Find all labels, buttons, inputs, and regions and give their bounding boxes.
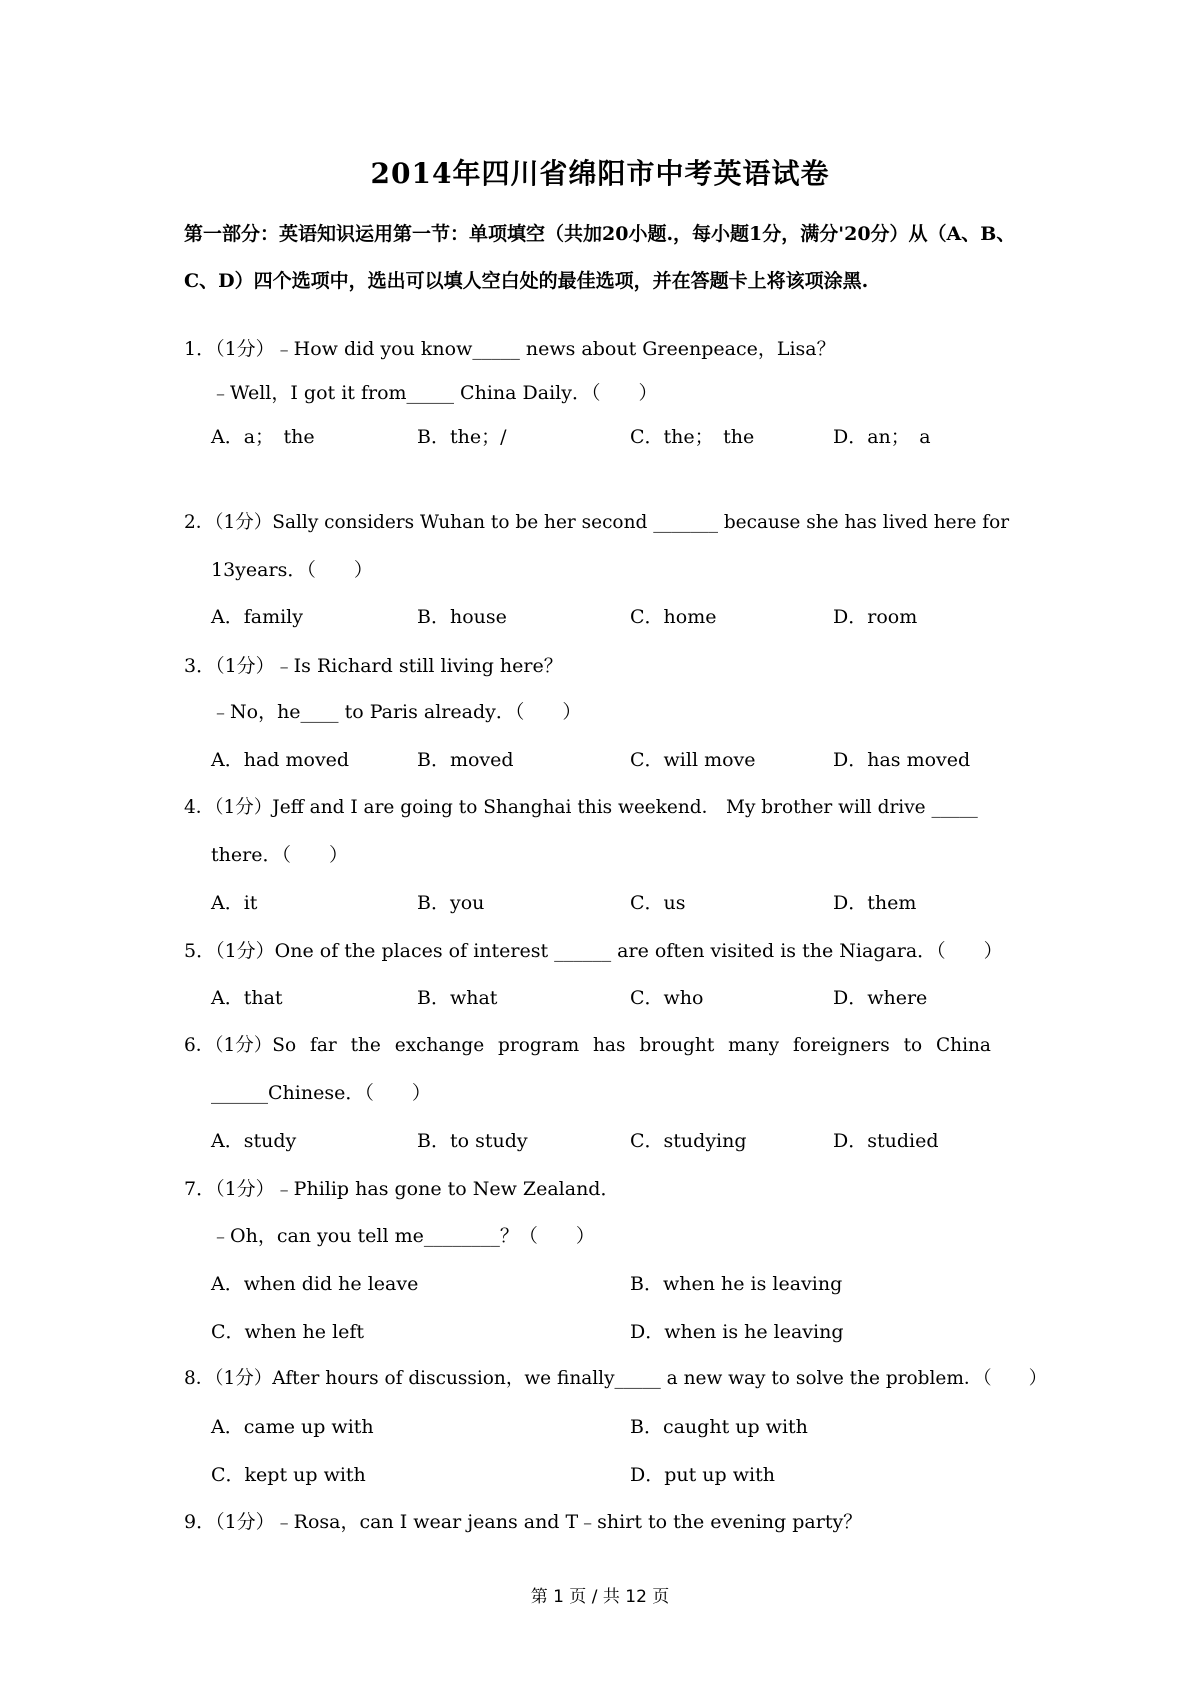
question-3-line-2: ﹣No，he____ to Paris already．（ ） — [211, 701, 582, 723]
page-footer: 第 1 页 / 共 12 页 — [530, 1587, 670, 1607]
question-4-option-b: B．you — [417, 892, 485, 914]
question-5-option-d: D．where — [833, 987, 928, 1009]
question-7-option-a: A．when did he leave — [211, 1273, 419, 1295]
question-6-option-b: B．to study — [417, 1130, 528, 1152]
question-8-option-a: A．came up with — [211, 1416, 374, 1438]
question-8-option-d: D．put up with — [630, 1464, 775, 1486]
question-1-line-1: 1．（1分）﹣How did you know_____ news about Greenpeace，Lisa？ — [184, 338, 836, 360]
question-1-option-b: B．the；/ — [417, 426, 507, 448]
question-6-line-1: 6．（1分）So far the exchange program has brought many foreigners to China — [184, 1035, 991, 1056]
question-3-option-b: B．moved — [417, 749, 514, 771]
page-title: 2014年四川省绵阳市中考英语试卷 — [370, 157, 830, 190]
question-2-line-2: 13years．（ ） — [211, 559, 373, 581]
question-4-option-d: D．them — [833, 892, 917, 914]
question-4-option-c: C．us — [630, 892, 686, 914]
question-5-line-1: 5．（1分）One of the places of interest ______ are often visited is the Niagara．（ ） — [184, 940, 1003, 962]
question-3-line-1: 3．（1分）﹣Is Richard still living here？ — [184, 655, 563, 677]
question-2-option-c: C．home — [630, 606, 717, 628]
question-7-option-b: B．when he is leaving — [630, 1273, 843, 1295]
question-2-option-b: B．house — [417, 606, 507, 628]
question-3-option-c: C．will move — [630, 749, 756, 771]
question-7-option-c: C．when he left — [211, 1321, 365, 1343]
question-6-option-c: C．studying — [630, 1130, 747, 1152]
question-1-line-2: ﹣Well，I got it from_____ China Daily．（ ） — [211, 382, 658, 404]
question-8-option-b: B．caught up with — [630, 1416, 808, 1438]
question-2-option-d: D．room — [833, 606, 918, 628]
question-6-line-2: ______Chinese．（ ） — [211, 1082, 431, 1104]
question-6-option-a: A．study — [211, 1130, 297, 1152]
question-8-option-c: C．kept up with — [211, 1464, 366, 1486]
question-4-line-1: 4．（1分）Jeff and I are going to Shanghai this weekend． My brother will drive _____ — [184, 797, 978, 818]
question-3-option-a: A．had moved — [211, 749, 350, 771]
question-6-option-d: D．studied — [833, 1130, 939, 1152]
question-1-option-a: A．a； the — [211, 426, 315, 448]
question-3-option-d: D．has moved — [833, 749, 971, 771]
question-7-line-2: ﹣Oh，can you tell me________？（ ） — [211, 1225, 595, 1247]
question-4-option-a: A．it — [211, 892, 258, 914]
question-2-line-1: 2．（1分）Sally considers Wuhan to be her second _______ because she has lived here for — [184, 512, 1010, 533]
question-7-option-d: D．when is he leaving — [630, 1321, 844, 1343]
question-4-line-2: there．（ ） — [211, 844, 348, 866]
question-1-option-d: D．an； a — [833, 426, 931, 448]
question-8-line-1: 8．（1分）After hours of discussion，we finally_____ a new way to solve the problem．（ ） — [184, 1368, 1048, 1389]
question-5-option-a: A．that — [211, 987, 283, 1009]
section-instructions: 第一部分：英语知识运用第一节：单项填空（共加20小题.，每小题1分，满分'20分）从（A、B、C、D）四个选项中，选出可以填人空白处的最佳选项，并在答题卡上将该项涂黑. — [184, 223, 1016, 292]
question-2-option-a: A．family — [211, 606, 303, 628]
question-1-option-c: C．the； the — [630, 426, 755, 448]
question-7-line-1: 7．（1分）﹣Philip has gone to New Zealand． — [184, 1178, 620, 1200]
question-5-option-b: B．what — [417, 987, 498, 1009]
question-5-option-c: C．who — [630, 987, 704, 1009]
question-9-line-1: 9．（1分）﹣Rosa，can I wear jeans and T﹣shirt to the evening party？ — [184, 1511, 863, 1533]
